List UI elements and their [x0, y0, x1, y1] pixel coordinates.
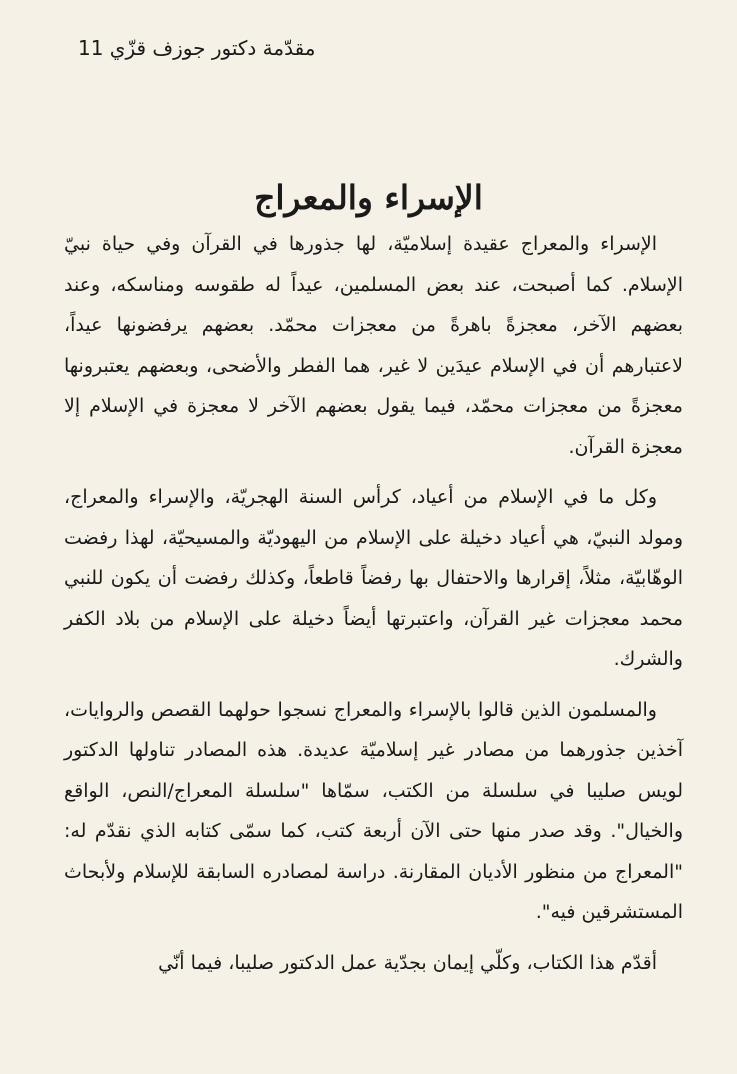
chapter-title: الإسراء والمعراج: [254, 178, 483, 217]
paragraph-1: الإسراء والمعراج عقيدة إسلاميّة، لها جذورها في القرآن وفي حياة نبيّ الإسلام. كما أصبحت، عند بعض المسلمين، عيداً له طقوسه ومناسكه، وعند بعضهم الآخر، معجزةً باهرةً من معجزات محمّد. بعضهم يرفضونها عيداً، لاعتبارهم أن في الإسلام عيدَين لا غير، هما الفطر والأضحى، وبعضهم يعتبرونها معجزةً من معجزات محمّد، فيما يقول بعضهم الآخر لا معجزة في الإسلام إلا معجزة القرآن.: [64, 233, 683, 458]
paragraph-2: وكل ما في الإسلام من أعياد، كرأس السنة الهجريّة، والإسراء والمعراج، ومولد النبيّ، هي أعياد دخيلة على الإسلام من اليهوديّة والمسيحيّة، لهذا رفضت الوهّابيّة، مثلاً، إقرارها والاحتفال بها رفضاً قاطعاً، وكذلك رفضت أن يكون للنبي محمد معجزات غير القرآن، واعتبرتها أيضاً دخيلة على الإسلام من بلاد الكفر والشرك.: [64, 486, 683, 670]
paragraph-4: أقدّم هذا الكتاب، وكلّي إيمان بجدّية عمل الدكتور صليبا، فيما أنّي: [158, 951, 657, 974]
body-text: [64, 224, 683, 993]
running-header: مقدّمة دكتور جوزف قزّي 11: [78, 36, 316, 60]
paragraph-3: والمسلمون الذين قالوا بالإسراء والمعراج نسجوا حولهما القصص والروايات، آخذين جذورهما من مصادر غير إسلاميّة عديدة. هذه المصادر تناولها الدكتور لويس صليبا في سلسلة من الكتب، سمّاها "سلسلة المعراج/النص، الواقع والخيال". وقد صدر منها حتى الآن أربعة كتب، كما سمّى كتابه الذي نقدّم له: "المعراج من منظور الأديان المقارنة. دراسة لمصادره السابقة للإسلام ولأبحاث المستشرقين فيه".: [64, 698, 683, 923]
